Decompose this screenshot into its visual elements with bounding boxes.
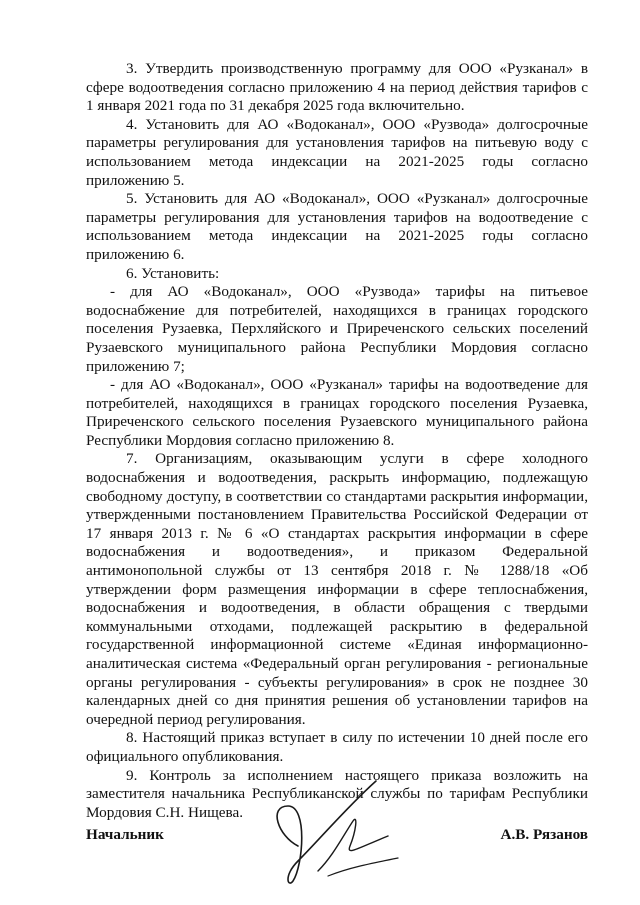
handwritten-signature bbox=[258, 776, 408, 896]
signer-name: А.В. Рязанов bbox=[500, 826, 588, 843]
document-body bbox=[86, 60, 588, 822]
paragraph-3: 3. Утвердить производственную программу для ООО «Рузканал» в сфере водоотведения согласно приложению 4 на период действия тарифов с 1 января 2021 года по 31 декабря 2025 года включительно. bbox=[86, 60, 588, 115]
paragraph-6-heading: 6. Установить: bbox=[126, 264, 220, 282]
paragraph-9: 9. Контроль за исполнением настоящего приказа возложить на заместителя начальника Республиканской службы по тарифам Республики Мордовия С.Н. Нищева. bbox=[86, 766, 588, 821]
paragraph-4: 4. Установить для АО «Водоканал», ООО «Рузвода» долгосрочные параметры регулирования для установления тарифов на питьевую воду с использованием метода индексации на 2021-2025 годы согласно приложению 5. bbox=[86, 115, 588, 189]
paragraph-8: 8. Настоящий приказ вступает в силу по истечении 10 дней после его официального опубликования. bbox=[86, 729, 588, 765]
paragraph-5: 5. Установить для АО «Водоканал», ООО «Рузканал» долгосрочные параметры регулирования для установления тарифов на водоотведение с использованием метода индексации на 2021-2025 годы согласно приложению 6. bbox=[86, 190, 588, 263]
paragraph-6-item-water: - для АО «Водоканал», ООО «Рузвода» тарифы на питьевое водоснабжение для потребителей, находящихся в границах городского поселения Рузаевка, Перхляйского и Приреченского сельских поселений Рузаевского муниципального района Республики Мордовия согласно приложению 7; bbox=[86, 283, 588, 375]
paragraph-6-item-sewage: - для АО «Водоканал», ООО «Рузканал» тарифы на водоотведение для потребителей, находящихся в границах городского поселения Рузаевка, Приреченского сельского поселения Рузаевского муниципального района Республики Мордовия согласно приложению 8. bbox=[86, 376, 588, 449]
position-title: Начальник bbox=[86, 826, 164, 843]
paragraph-7: 7. Организациям, оказывающим услуги в сфере холодного водоснабжения и водоотведения, раскрыть информацию, подлежащую свободному доступу, в соответствии со стандартами раскрытия информации, утвержденными постановлением Правительства Российской Федерации от 17 января 2013 г. № 6 «О стандартах раскрытия информации в сфере водоснабжения и водоотведения», и приказом Федеральной антимонопольной службы от 13 сентября 2018 г. № 1288/18 «Об утверждении форм размещения информации в сфере теплоснабжения, водоснабжения и водоотведения, в области обращения с твердыми коммунальными отходами, подлежащей раскрытию в федеральной государственной информационной системе «Единая информационно-аналитическая система «Федеральный орган регулирования - региональные органы регулирования - субъекты регулирования» в срок не позднее 30 календарных дней со дня принятия решения об установлении тарифов на очередной период регулирования. bbox=[86, 450, 588, 728]
